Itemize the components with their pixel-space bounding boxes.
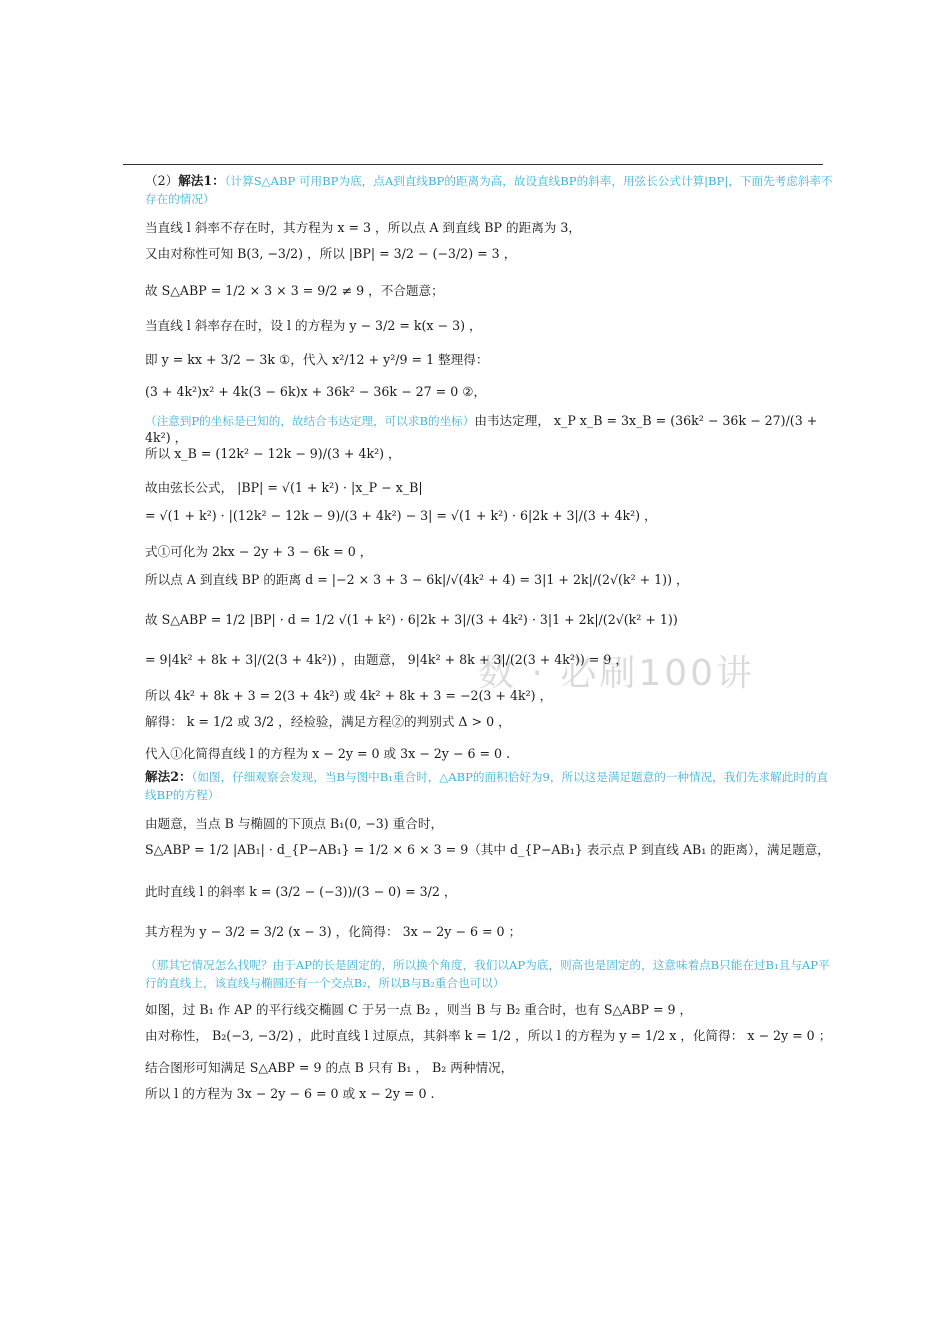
method-label: 解法1： xyxy=(178,173,225,188)
top-rule xyxy=(123,164,823,165)
solution-line: 故由弦长公式， |BP| = √(1 + k²) · |x_P − x_B| xyxy=(145,480,423,495)
solution-line xyxy=(145,956,835,992)
solution-line: 又由对称性可知 B(3, −3/2) ，所以 |BP| = 3/2 − (−3/2) = 3 ， xyxy=(145,246,517,261)
solution-line: 故 S△ABP = 1/2 × 3 × 3 = 9/2 ≠ 9 ，不合题意； xyxy=(145,283,444,298)
solution-line: 其方程为 y − 3/2 = 3/2 (x − 3) ，化简得： 3x − 2y − 6 = 0 ； xyxy=(145,924,522,939)
solution-line: 此时直线 l 的斜率 k = (3/2 − (−3))/(3 − 0) = 3/2 ， xyxy=(145,884,457,899)
solution-line: (3 + 4k²)x² + 4k(3 − 6k)x + 36k² − 36k − 27 = 0 ②， xyxy=(145,384,487,399)
solution-line: 当直线 l 斜率不存在时，其方程为 x = 3 ，所以点 A 到直线 BP 的距离为 3， xyxy=(145,220,582,235)
solution-line: 故 S△ABP = 1/2 |BP| · d = 1/2 √(1 + k²) · 6|2k + 3|/(3 + 4k²) · 3|1 + 2k|/(2√(k² + 1)) xyxy=(145,612,678,627)
annotation-note: （如图，仔细观察会发现，当B与图中B₁重合时，△ABP的面积恰好为9，所以这是满足题意的一种情况，我们先求解此时的直线BP的方程） xyxy=(145,770,829,802)
solution-line: 所以点 A 到直线 BP 的距离 d = |−2 × 3 + 3 − 6k|/√(4k² + 4) = 3|1 + 2k|/(2√(k² + 1)) ， xyxy=(145,572,689,587)
solution-line: 代入①化简得直线 l 的方程为 x − 2y = 0 或 3x − 2y − 6 = 0 . xyxy=(145,746,511,761)
solution-line: 所以 4k² + 8k + 3 = 2(3 + 4k²) 或 4k² + 8k + 3 = −2(3 + 4k²) ， xyxy=(145,688,553,703)
solution-line xyxy=(145,412,835,446)
solution-line: 所以 x_B = (12k² − 12k − 9)/(3 + 4k²) ， xyxy=(145,446,401,461)
solution-line: = √(1 + k²) · |(12k² − 12k − 9)/(3 + 4k²) − 3| = √(1 + k²) · 6|2k + 3|/(3 + 4k²) ， xyxy=(145,508,657,523)
line-text: 由韦达定理， x_P x_B = 3x_B = (36k² − 36k − 27)/(3 + 4k²) ， xyxy=(145,413,818,445)
line-text: （2） xyxy=(145,173,179,188)
solution-line xyxy=(145,768,835,804)
solution-line: 如图，过 B₁ 作 AP 的平行线交椭圆 C 于另一点 B₂ ，则当 B 与 B₂ 重合时，也有 S△ABP = 9 ， xyxy=(145,1002,693,1017)
solution-line: 式①可化为 2kx − 2y + 3 − 6k = 0 ， xyxy=(145,544,373,559)
solution-line: 所以 l 的方程为 3x − 2y − 6 = 0 或 x − 2y = 0 . xyxy=(145,1086,435,1101)
annotation-note: （计算S△ABP 可用BP为底，点A到直线BP的距离为高，故设直线BP的斜率，用弦长公式计算|BP|，下面先考虑斜率不存在的情况） xyxy=(145,174,833,206)
annotation-note: （那其它情况怎么找呢？由于AP的长是固定的，所以换个角度，我们以AP为底，则高也是固定的，这意味着点B只能在过B₁且与AP平行的直线上，该直线与椭圆还有一个交点B₂，所以B与B₂重合也可以） xyxy=(145,958,830,990)
solution-line: 即 y = kx + 3/2 − 3k ①，代入 x²/12 + y²/9 = 1 整理得： xyxy=(145,352,489,367)
watermark: 数 · 必刷100讲 xyxy=(478,653,756,694)
annotation-note: （注意到P的坐标是已知的，故结合韦达定理，可以求B的坐标） xyxy=(145,414,475,428)
solution-line: 由对称性， B₂(−3, −3/2) ，此时直线 l 过原点，其斜率 k = 1/2 ，所以 l 的方程为 y = 1/2 x ，化简得： x − 2y = 0 ； xyxy=(145,1028,832,1043)
solution-line: 结合图形可知满足 S△ABP = 9 的点 B 只有 B₁ ， B₂ 两种情况， xyxy=(145,1060,514,1075)
solution-line: 由题意，当点 B 与椭圆的下顶点 B₁(0, −3) 重合时， xyxy=(145,816,444,831)
solution-line: = 9|4k² + 8k + 3|/(2(3 + 4k²)) ，由题意， 9|4k² + 8k + 3|/(2(3 + 4k²)) = 9 ， xyxy=(145,652,628,667)
method-label: 解法2： xyxy=(145,769,192,784)
solution-line: 解得： k = 1/2 或 3/2 ，经检验，满足方程②的判别式 Δ > 0 ， xyxy=(145,714,511,729)
solution-line: 当直线 l 斜率存在时，设 l 的方程为 y − 3/2 = k(x − 3) ， xyxy=(145,318,482,333)
solution-line xyxy=(145,172,835,208)
solution-line: S△ABP = 1/2 |AB₁| · d_{P−AB₁} = 1/2 × 6 × 3 = 9（其中 d_{P−AB₁} 表示点 P 到直线 AB₁ 的距离），满足题意， xyxy=(145,842,830,857)
